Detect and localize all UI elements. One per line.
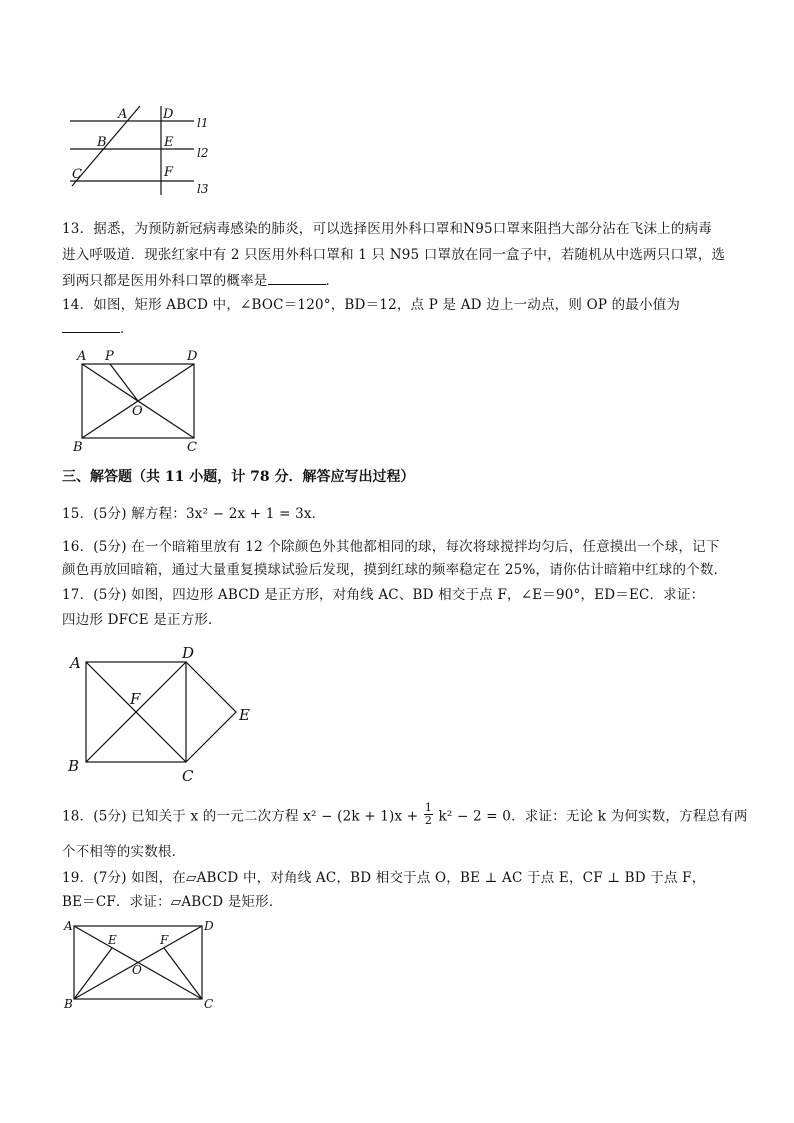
q13-answer-blank[interactable] [268,272,326,285]
label-A: A [64,919,73,933]
section-3-title: 三、解答题（共 11 小题，计 78 分．解答应写出过程） [62,469,415,485]
label-l2: l2 [197,146,209,160]
q19-line1: 19．(7分) 如图，在▱ABCD 中，对角线 AC，BD 相交于点 O，BE ⊥ AC 于点 E，CF ⊥ BD 于点 F， [62,870,706,886]
q18-line1 [62,802,748,830]
label-C: C [204,997,214,1011]
label-A: A [70,654,81,672]
label-C: C [72,167,82,182]
label-P: P [105,349,114,364]
label-A: A [118,107,128,122]
fig-q14-rectangle [72,345,207,457]
q17-line1: 17．(5分) 如图，四边形 ABCD 是正方形，对角线 AC、BD 相交于点 F，∠E＝90°，ED＝EC．求证： [62,587,705,603]
q14-line1: 14．如图，矩形 ABCD 中，∠BOC＝120°，BD＝12，点 P 是 AD 边上一动点，则 OP 的最小值为 [62,297,681,313]
segment-cf [164,948,202,999]
label-B: B [97,135,107,150]
label-E: E [239,706,250,724]
q15-line: 15．(5分) 解方程：3x² − 2x + 1 = 3x． [62,506,326,522]
label-l1: l1 [197,116,209,130]
q13-line1: 13．据悉，为预防新冠病毒感染的肺炎，可以选择医用外科口罩和N95口罩来阻挡大部分沾在飞沫上的病毒 [62,221,712,237]
q18-line2: 个不相等的实数根． [62,844,186,860]
label-B: B [68,757,80,775]
label-D: D [163,107,174,122]
label-F: F [160,933,169,947]
label-F: F [164,165,174,180]
segment-be [74,948,112,999]
label-O: O [132,404,143,419]
segment-op [110,364,138,401]
q16-line1: 16．(5分) 在一个暗箱里放有 12 个除颜色外其他都相同的球，每次将球搅拌均匀后，任意摸出一个球，记下 [62,539,720,555]
label-A: A [77,349,87,364]
fig-q19-parallelogram [62,916,217,1011]
label-E: E [164,135,174,150]
q19-line2: BE＝CF．求证：▱ABCD 是矩形． [62,894,283,910]
q14-line2 [62,317,134,337]
q13-line3 [62,269,339,289]
label-O: O [132,963,142,977]
q13-line3-end: ． [325,273,340,289]
q18-line1-a: 18．(5分) 已知关于 x 的一元二次方程 x² − (2k + 1)x + [62,808,419,825]
q18-fraction [424,802,433,827]
q18-line1-b: k² − 2 = 0．求证：无论 k 为何实数，方程总有两 [438,808,748,825]
q14-line2-end: ． [120,321,134,337]
label-B: B [64,997,73,1011]
label-C: C [187,440,197,455]
label-F: F [130,690,141,708]
q16-line2: 颜色再放回暗箱，通过大量重复摸球试验后发现，摸到红球的频率稳定在 25%，请你估计暗箱中红球的个数． [62,562,728,578]
label-E: E [108,933,117,947]
label-l3: l3 [197,182,209,196]
fig-parallel-lines [60,100,220,205]
fig-q17-square [64,645,264,785]
q17-line2: 四边形 DFCE 是正方形． [62,612,222,628]
label-D: D [182,645,195,662]
label-C: C [182,767,194,785]
label-B: B [73,440,83,455]
q13-line2: 进入呼吸道．现张红家中有 2 只医用外科口罩和 1 只 N95 口罩放在同一盒子中，若随机从中选两只口罩，选 [62,247,726,263]
q18-frac-den: 2 [424,814,433,827]
q13-line3-text: 到两只都是医用外科口罩的概率是 [62,273,268,289]
triangle-dec [186,662,236,762]
q14-answer-blank[interactable] [62,320,120,333]
q18-frac-num: 1 [424,801,433,814]
label-D: D [187,349,198,364]
label-D: D [204,919,214,933]
